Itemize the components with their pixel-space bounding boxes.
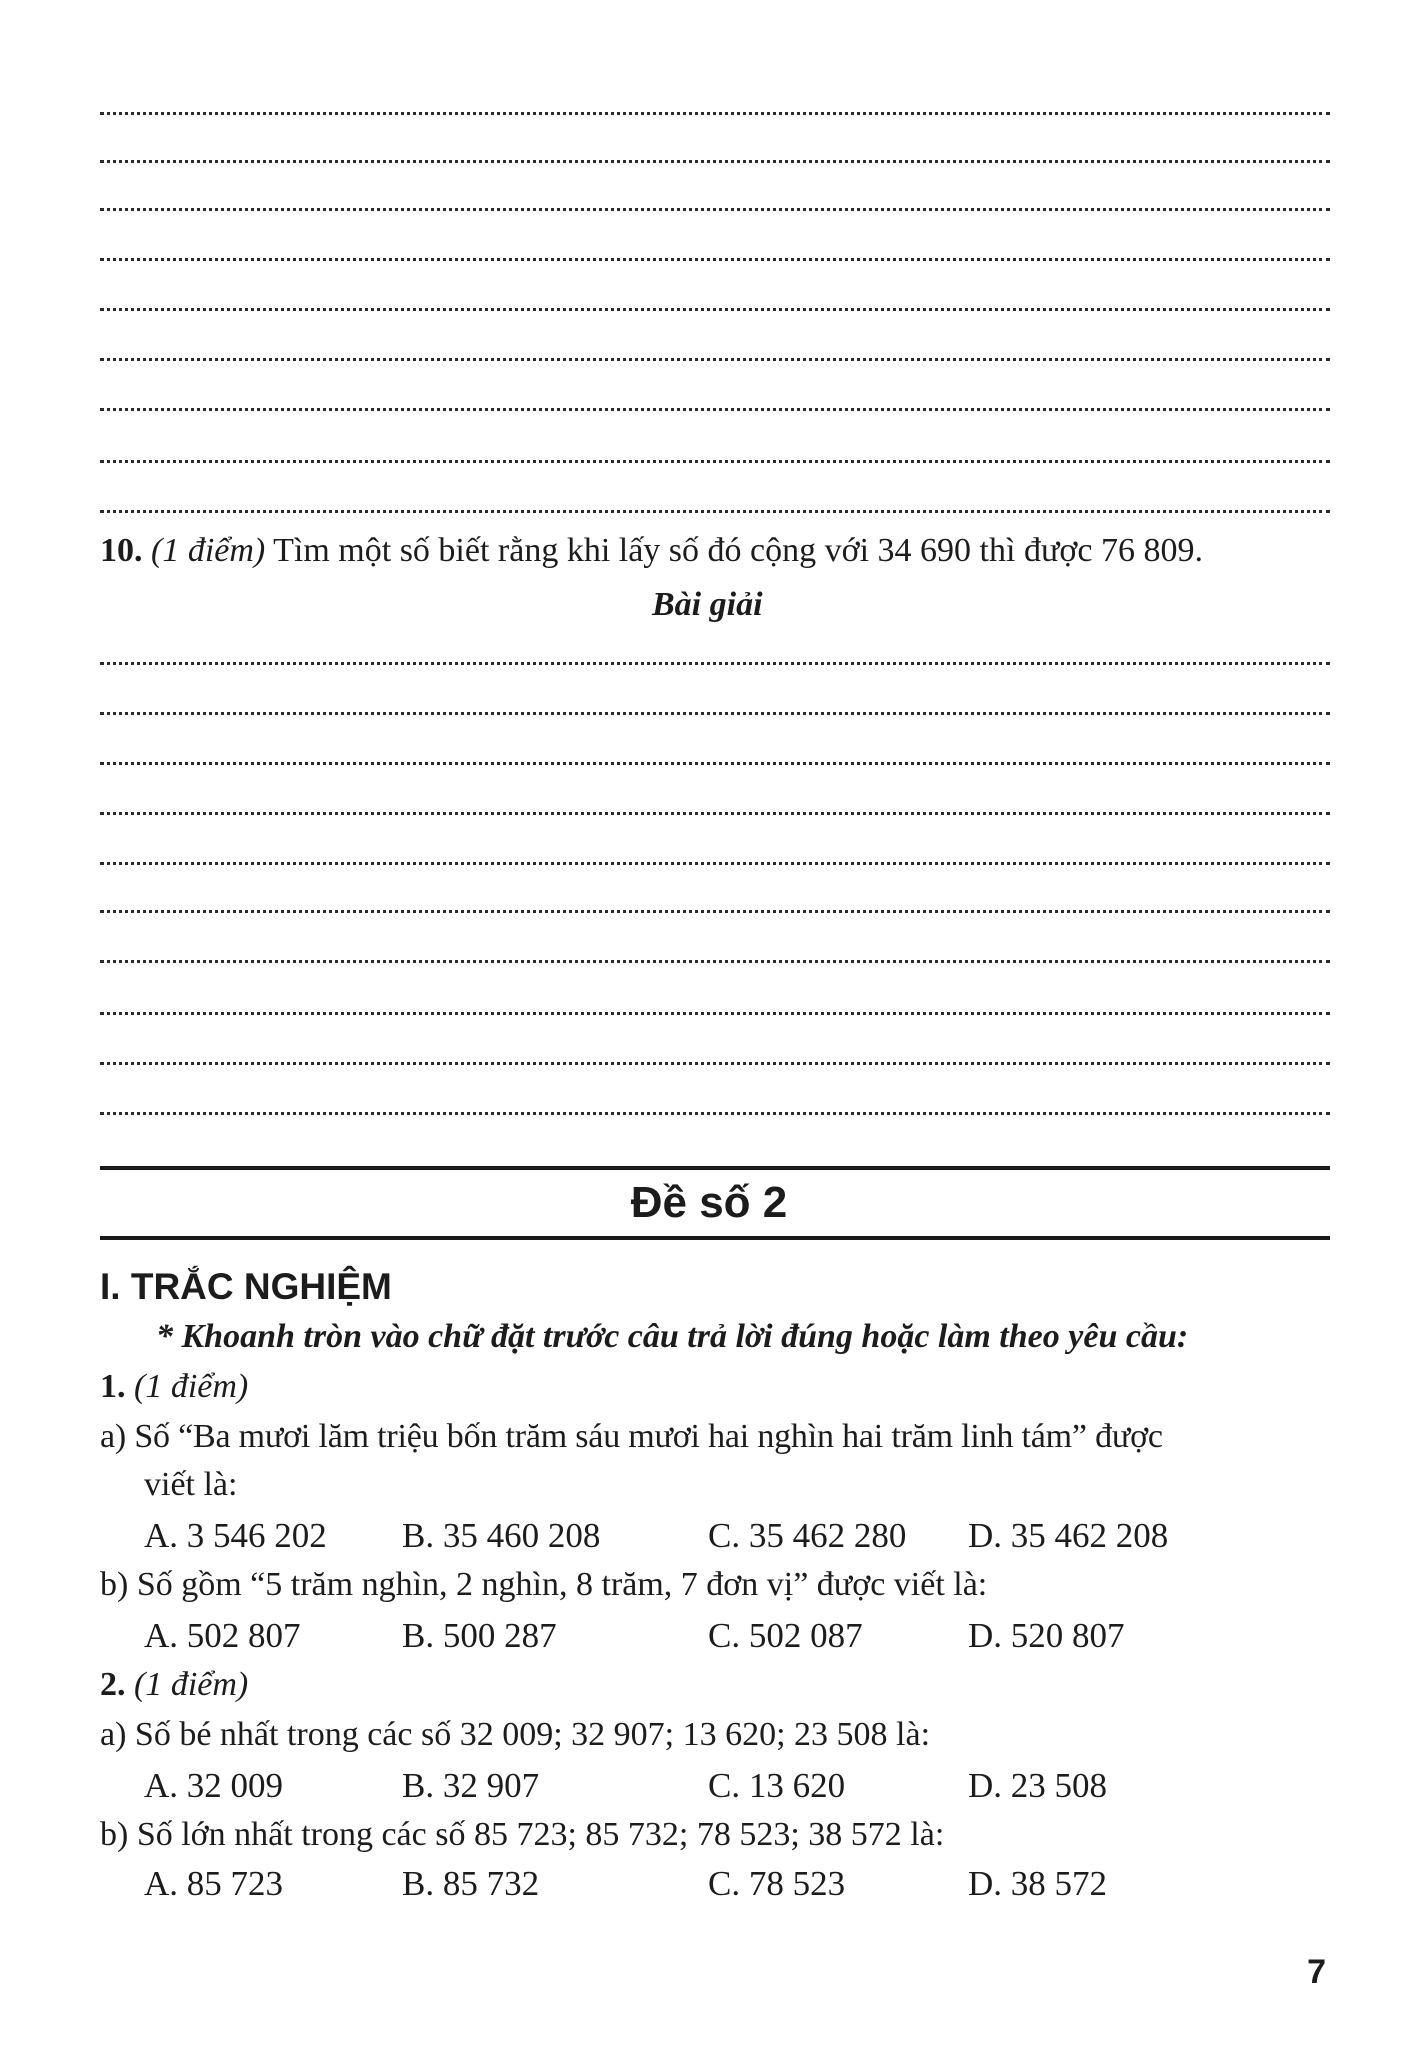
option-c[interactable]: C. 78 523 (708, 1864, 846, 1903)
question-10 (100, 532, 1203, 570)
answer-line (100, 408, 1330, 411)
page-number: 7 (1307, 1953, 1326, 1991)
question-1a-text: a) Số “Ba mươi lăm triệu bốn trăm sáu mươi hai nghìn hai trăm linh tám” được (100, 1418, 1163, 1455)
option-b[interactable]: B. 500 287 (402, 1616, 557, 1655)
answer-line (100, 258, 1330, 261)
option-a[interactable]: A. 502 807 (144, 1616, 301, 1655)
option-a[interactable]: A. 85 723 (144, 1864, 284, 1903)
answer-line (100, 812, 1330, 815)
question-2b-text: b) Số lớn nhất trong các số 85 723; 85 732; 78 523; 38 572 là: (100, 1816, 945, 1853)
answer-line (100, 112, 1330, 115)
option-a[interactable]: A. 32 009 (144, 1766, 284, 1805)
answer-line (100, 1012, 1330, 1015)
option-b[interactable]: B. 32 907 (402, 1766, 540, 1805)
answer-line (100, 1112, 1330, 1115)
option-d[interactable]: D. 38 572 (968, 1864, 1108, 1903)
question-2a-text: a) Số bé nhất trong các số 32 009; 32 907; 13 620; 23 508 là: (100, 1716, 931, 1753)
answer-line (100, 712, 1330, 715)
question-points: (1 điểm) (151, 532, 266, 569)
question-number: 2. (100, 1666, 126, 1703)
answer-line (100, 510, 1330, 513)
answer-line (100, 960, 1330, 963)
answer-line (100, 460, 1330, 463)
heading-rule-bottom (100, 1236, 1330, 1240)
option-b[interactable]: B. 85 732 (402, 1864, 540, 1903)
question-1b-text: b) Số gồm “5 trăm nghìn, 2 nghìn, 8 trăm, 7 đơn vị” được viết là: (100, 1566, 988, 1603)
option-c[interactable]: C. 13 620 (708, 1766, 846, 1805)
question-points: (1 điểm) (134, 1666, 249, 1703)
option-d[interactable]: D. 520 807 (968, 1616, 1125, 1655)
section-instruction: * Khoanh tròn vào chữ đặt trước câu trả lời đúng hoặc làm theo yêu cầu: (156, 1318, 1189, 1355)
answer-line (100, 358, 1330, 361)
option-d[interactable]: D. 35 462 208 (968, 1516, 1169, 1555)
option-d[interactable]: D. 23 508 (968, 1766, 1108, 1805)
question-number: 10. (100, 532, 143, 569)
answer-line (100, 862, 1330, 865)
answer-line (100, 308, 1330, 311)
section-title: I. TRẮC NGHIỆM (100, 1266, 392, 1307)
question-2 (100, 1666, 248, 1704)
option-c[interactable]: C. 502 087 (708, 1616, 863, 1655)
option-c[interactable]: C. 35 462 280 (708, 1516, 907, 1555)
answer-line (100, 662, 1330, 665)
solution-label: Bài giải (652, 586, 763, 623)
question-points: (1 điểm) (134, 1368, 249, 1405)
question-1a-text-cont: viết là: (144, 1466, 238, 1503)
answer-line (100, 910, 1330, 913)
answer-line (100, 160, 1330, 163)
question-number: 1. (100, 1368, 126, 1405)
question-1 (100, 1368, 248, 1406)
option-b[interactable]: B. 35 460 208 (402, 1516, 601, 1555)
answer-line (100, 208, 1330, 211)
question-text: Tìm một số biết rằng khi lấy số đó cộng với 34 690 thì được 76 809. (273, 532, 1203, 569)
answer-line (100, 1062, 1330, 1065)
exam-title-text: Đề số 2 (617, 1178, 802, 1227)
answer-line (100, 762, 1330, 765)
option-a[interactable]: A. 3 546 202 (144, 1516, 327, 1555)
exam-title (0, 1176, 1418, 1230)
heading-rule-top (100, 1166, 1330, 1170)
